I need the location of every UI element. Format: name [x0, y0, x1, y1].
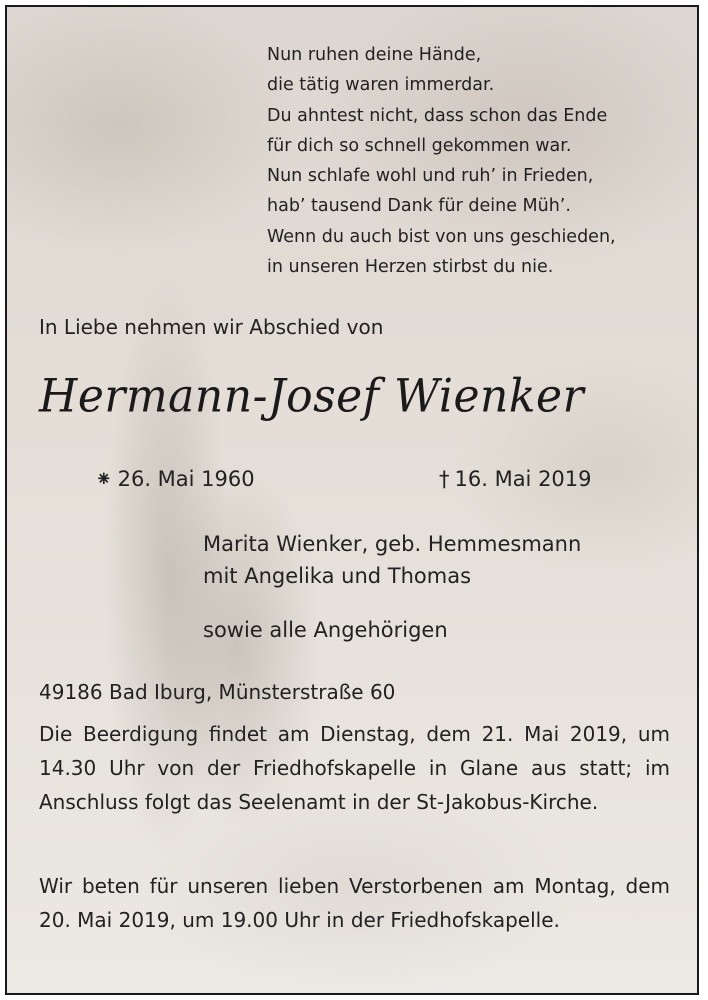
- death-date-text: 16. Mai 2019: [454, 467, 592, 491]
- birth-date-text: 26. Mai 1960: [117, 467, 255, 491]
- poem-line: in unseren Herzen stirbst du nie.: [267, 257, 554, 278]
- deceased-name: Hermann-Josef Wienker: [39, 369, 585, 424]
- death-date: [439, 467, 592, 491]
- poem-line: Wenn du auch bist von uns geschieden,: [267, 226, 616, 247]
- family-address: 49186 Bad Iburg, Münsterstraße 60: [39, 680, 396, 704]
- birth-star-icon: ⁕: [95, 467, 113, 491]
- poem-line: Nun ruhen deine Hände,: [267, 45, 482, 65]
- poem-line: die tätig waren immerdar.: [267, 75, 495, 96]
- prayer-announcement: Wir beten für unseren lieben Verstorbenen am Montag, dem 20. Mai 2019, um 19.00 Uhr in der Friedhofskapelle.: [39, 874, 670, 932]
- birth-date: [95, 467, 255, 491]
- poem-line: Du ahntest nicht, dass schon das Ende: [267, 105, 608, 126]
- death-cross-icon: †: [439, 467, 450, 491]
- memorial-poem: [267, 40, 616, 282]
- farewell-intro: In Liebe nehmen wir Abschied von: [39, 315, 384, 339]
- mourner-line: Marita Wienker, geb. Hemmesmann: [203, 532, 582, 556]
- poem-line: Nun schlafe wohl und ruh’ in Frieden,: [267, 166, 594, 187]
- funeral-announcement: Die Beerdigung findet am Dienstag, dem 21. Mai 2019, um 14.30 Uhr von der Friedhofskapelle in Glane aus statt; im Anschluss folgt das Seelenamt in der St-Jakobus-Kirche.: [39, 722, 670, 814]
- mourner-line: mit Angelika und Thomas: [203, 564, 472, 588]
- mourners-list: [203, 528, 581, 592]
- poem-line: hab’ tausend Dank für deine Müh’.: [267, 196, 571, 217]
- poem-line: für dich so schnell gekommen war.: [267, 135, 572, 156]
- obituary-card: [5, 5, 699, 995]
- other-relatives: sowie alle Angehörigen: [203, 618, 448, 642]
